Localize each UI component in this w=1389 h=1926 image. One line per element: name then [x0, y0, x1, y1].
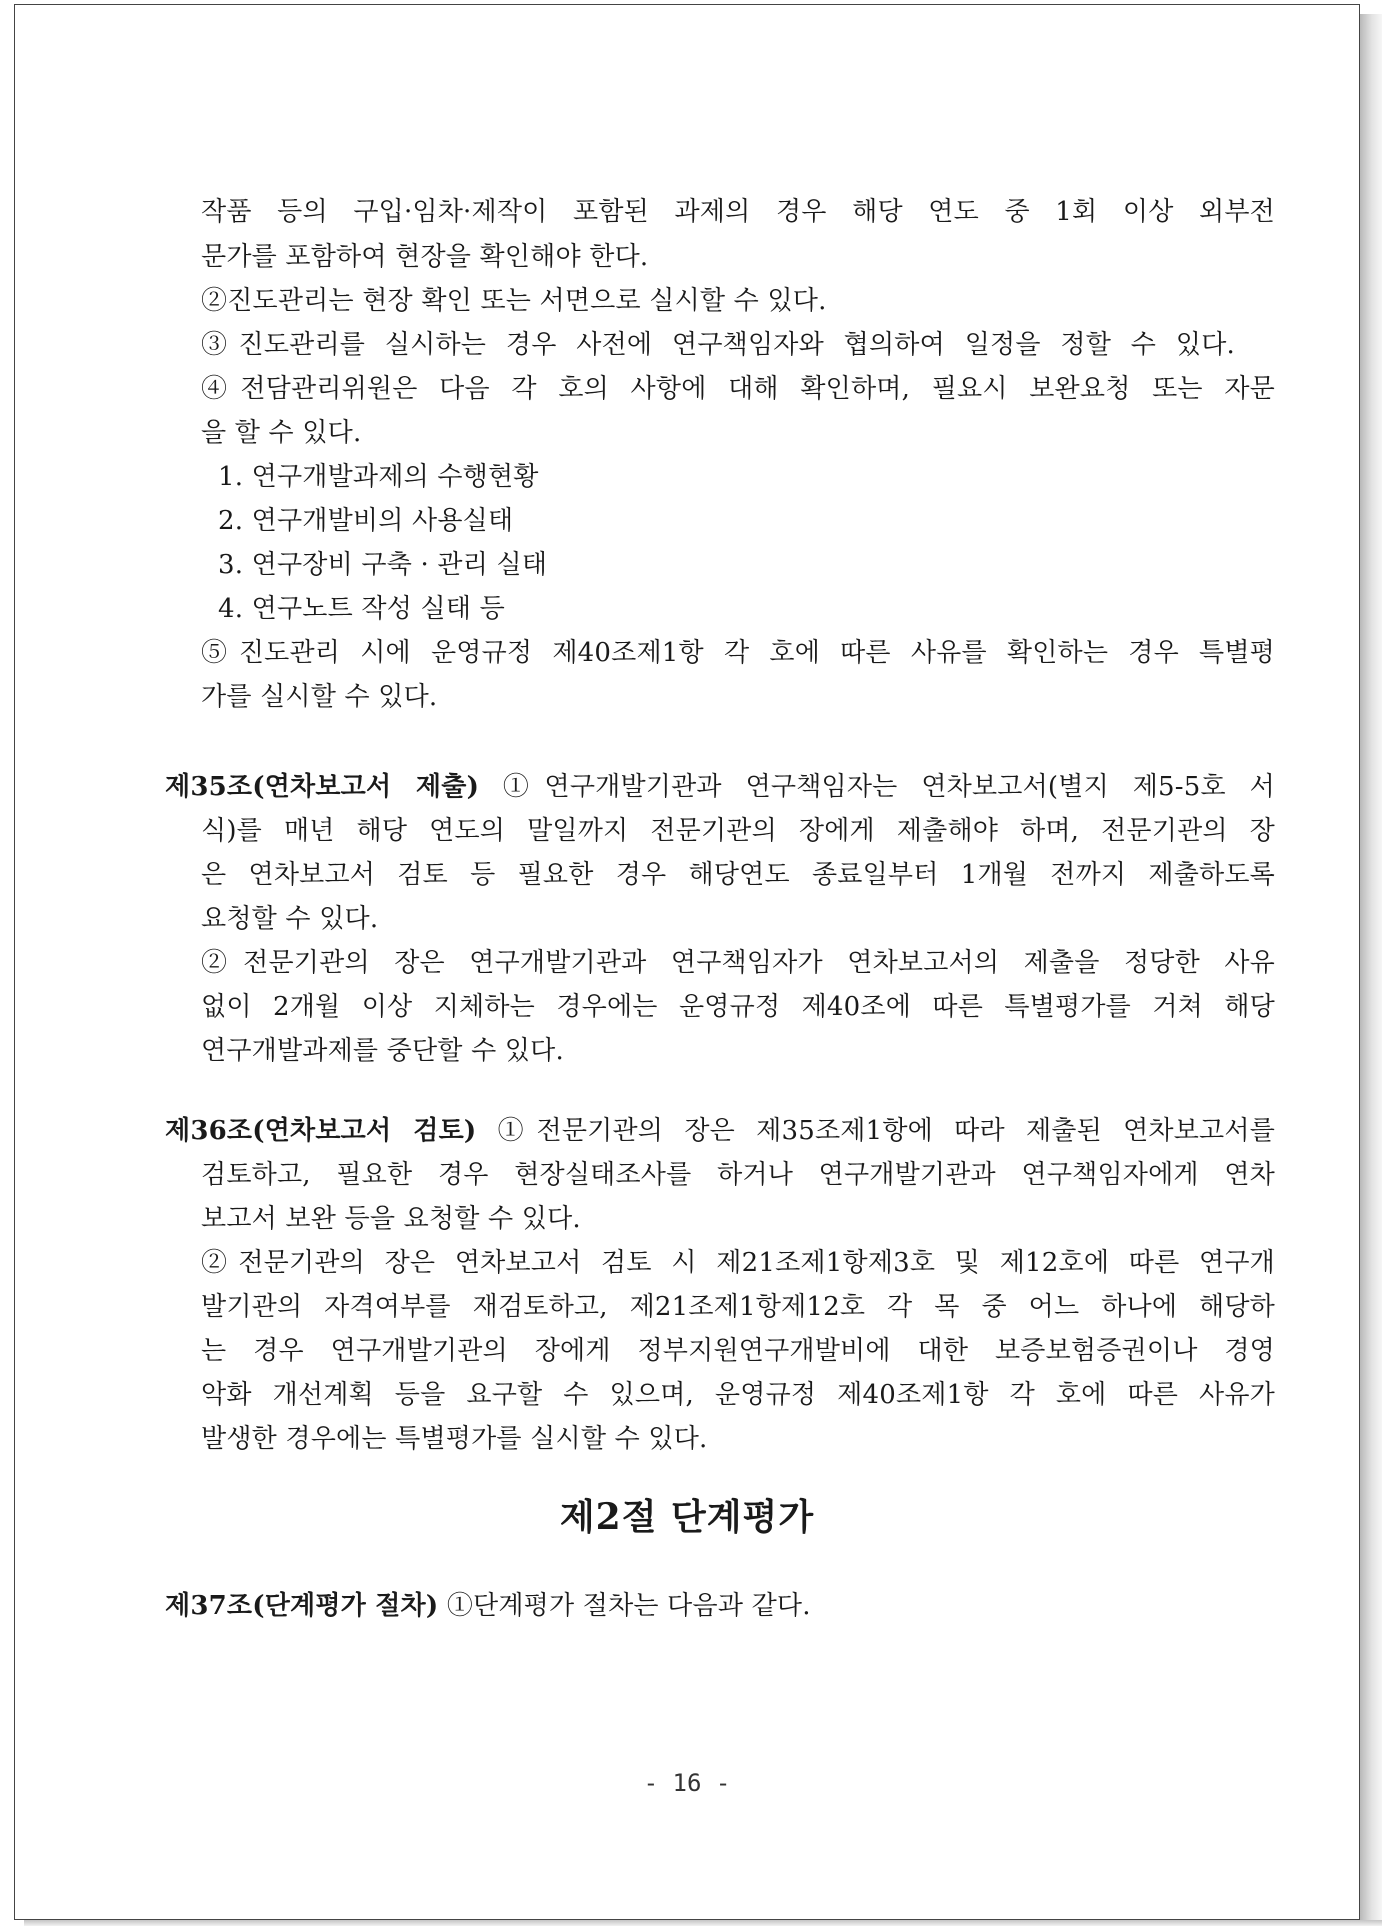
text-line: 은 연차보고서 검토 등 필요한 경우 해당연도 종료일부터 1개월 전까지 제출하도록 — [201, 860, 1275, 890]
text-line: ⑤진도관리 시에 운영규정 제40조제1항 각 호에 따른 사유를 확인하는 경우 특별평 — [201, 638, 1275, 668]
page-number: - 16 - — [643, 1769, 731, 1797]
text-line: ②진도관리는 현장 확인 또는 서면으로 실시할 수 있다. — [201, 286, 827, 316]
article-36-first-line — [165, 1114, 1275, 1148]
list-item: 2. 연구개발비의 사용실태 — [218, 506, 514, 536]
text-line: ④전담관리위원은 다음 각 호의 사항에 대해 확인하며, 필요시 보완요청 또는 자문 — [201, 374, 1275, 404]
text-line: 악화 개선계획 등을 요구할 수 있으며, 운영규정 제40조제1항 각 호에 따른 사유가 — [201, 1380, 1275, 1410]
list-item: 4. 연구노트 작성 실태 등 — [218, 594, 505, 624]
document-page — [14, 4, 1360, 1920]
article-37-first-text: ①단계평가 절차는 다음과 같다. — [438, 1591, 811, 1621]
text-line: ③진도관리를 실시하는 경우 사전에 연구책임자와 협의하여 일정을 정할 수 있다. — [201, 330, 1235, 360]
page-bottom-shadow — [24, 1920, 1382, 1926]
text-line: ②전문기관의 장은 연차보고서 검토 시 제21조제1항제3호 및 제12호에 따른 연구개 — [201, 1248, 1275, 1278]
article-35-first-line — [165, 770, 1275, 804]
article-36-first-text: ①전문기관의 장은 제35조제1항에 따라 제출된 연차보고서를 — [476, 1116, 1276, 1146]
text-line: ②전문기관의 장은 연구개발기관과 연구책임자가 연차보고서의 제출을 정당한 사유 — [201, 948, 1275, 978]
text-line: 연구개발과제를 중단할 수 있다. — [201, 1036, 564, 1066]
list-item: 3. 연구장비 구축 · 관리 실태 — [218, 550, 548, 580]
text-line: 없이 2개월 이상 지체하는 경우에는 운영규정 제40조에 따른 특별평가를 거쳐 해당 — [201, 992, 1275, 1022]
article-36-heading: 제36조(연차보고서 검토) — [165, 1116, 477, 1146]
page-content — [15, 5, 1359, 1919]
text-line: 문가를 포함하여 현장을 확인해야 한다. — [201, 242, 649, 272]
text-line: 발기관의 자격여부를 재검토하고, 제21조제1항제12호 각 목 중 어느 하나에 해당하 — [201, 1292, 1275, 1322]
text-line: 가를 실시할 수 있다. — [201, 682, 438, 712]
text-line: 을 할 수 있다. — [201, 418, 362, 448]
article-37-first-line — [165, 1589, 811, 1623]
text-line: 검토하고, 필요한 경우 현장실태조사를 하거나 연구개발기관과 연구책임자에게 연차 — [201, 1160, 1275, 1190]
article-35-first-text: ①연구개발기관과 연구책임자는 연차보고서(별지 제5-5호 서 — [479, 772, 1275, 802]
list-item: 1. 연구개발과제의 수행현황 — [218, 462, 539, 492]
text-line: 작품 등의 구입·임차·제작이 포함된 과제의 경우 해당 연도 중 1회 이상 외부전 — [201, 197, 1275, 227]
article-37-heading: 제37조(단계평가 절차) — [165, 1591, 439, 1621]
article-35-heading: 제35조(연차보고서 제출) — [165, 772, 480, 802]
text-line: 보고서 보완 등을 요청할 수 있다. — [201, 1204, 581, 1234]
page-edge-shadow — [1360, 14, 1382, 1920]
text-line: 요청할 수 있다. — [201, 904, 379, 934]
text-line: 식)를 매년 해당 연도의 말일까지 전문기관의 장에게 제출해야 하며, 전문기관의 장 — [201, 816, 1275, 846]
text-line: 발생한 경우에는 특별평가를 실시할 수 있다. — [201, 1424, 708, 1454]
section-title: 제2절 단계평가 — [559, 1496, 815, 1538]
text-line: 는 경우 연구개발기관의 장에게 정부지원연구개발비에 대한 보증보험증권이나 경영 — [201, 1336, 1275, 1366]
